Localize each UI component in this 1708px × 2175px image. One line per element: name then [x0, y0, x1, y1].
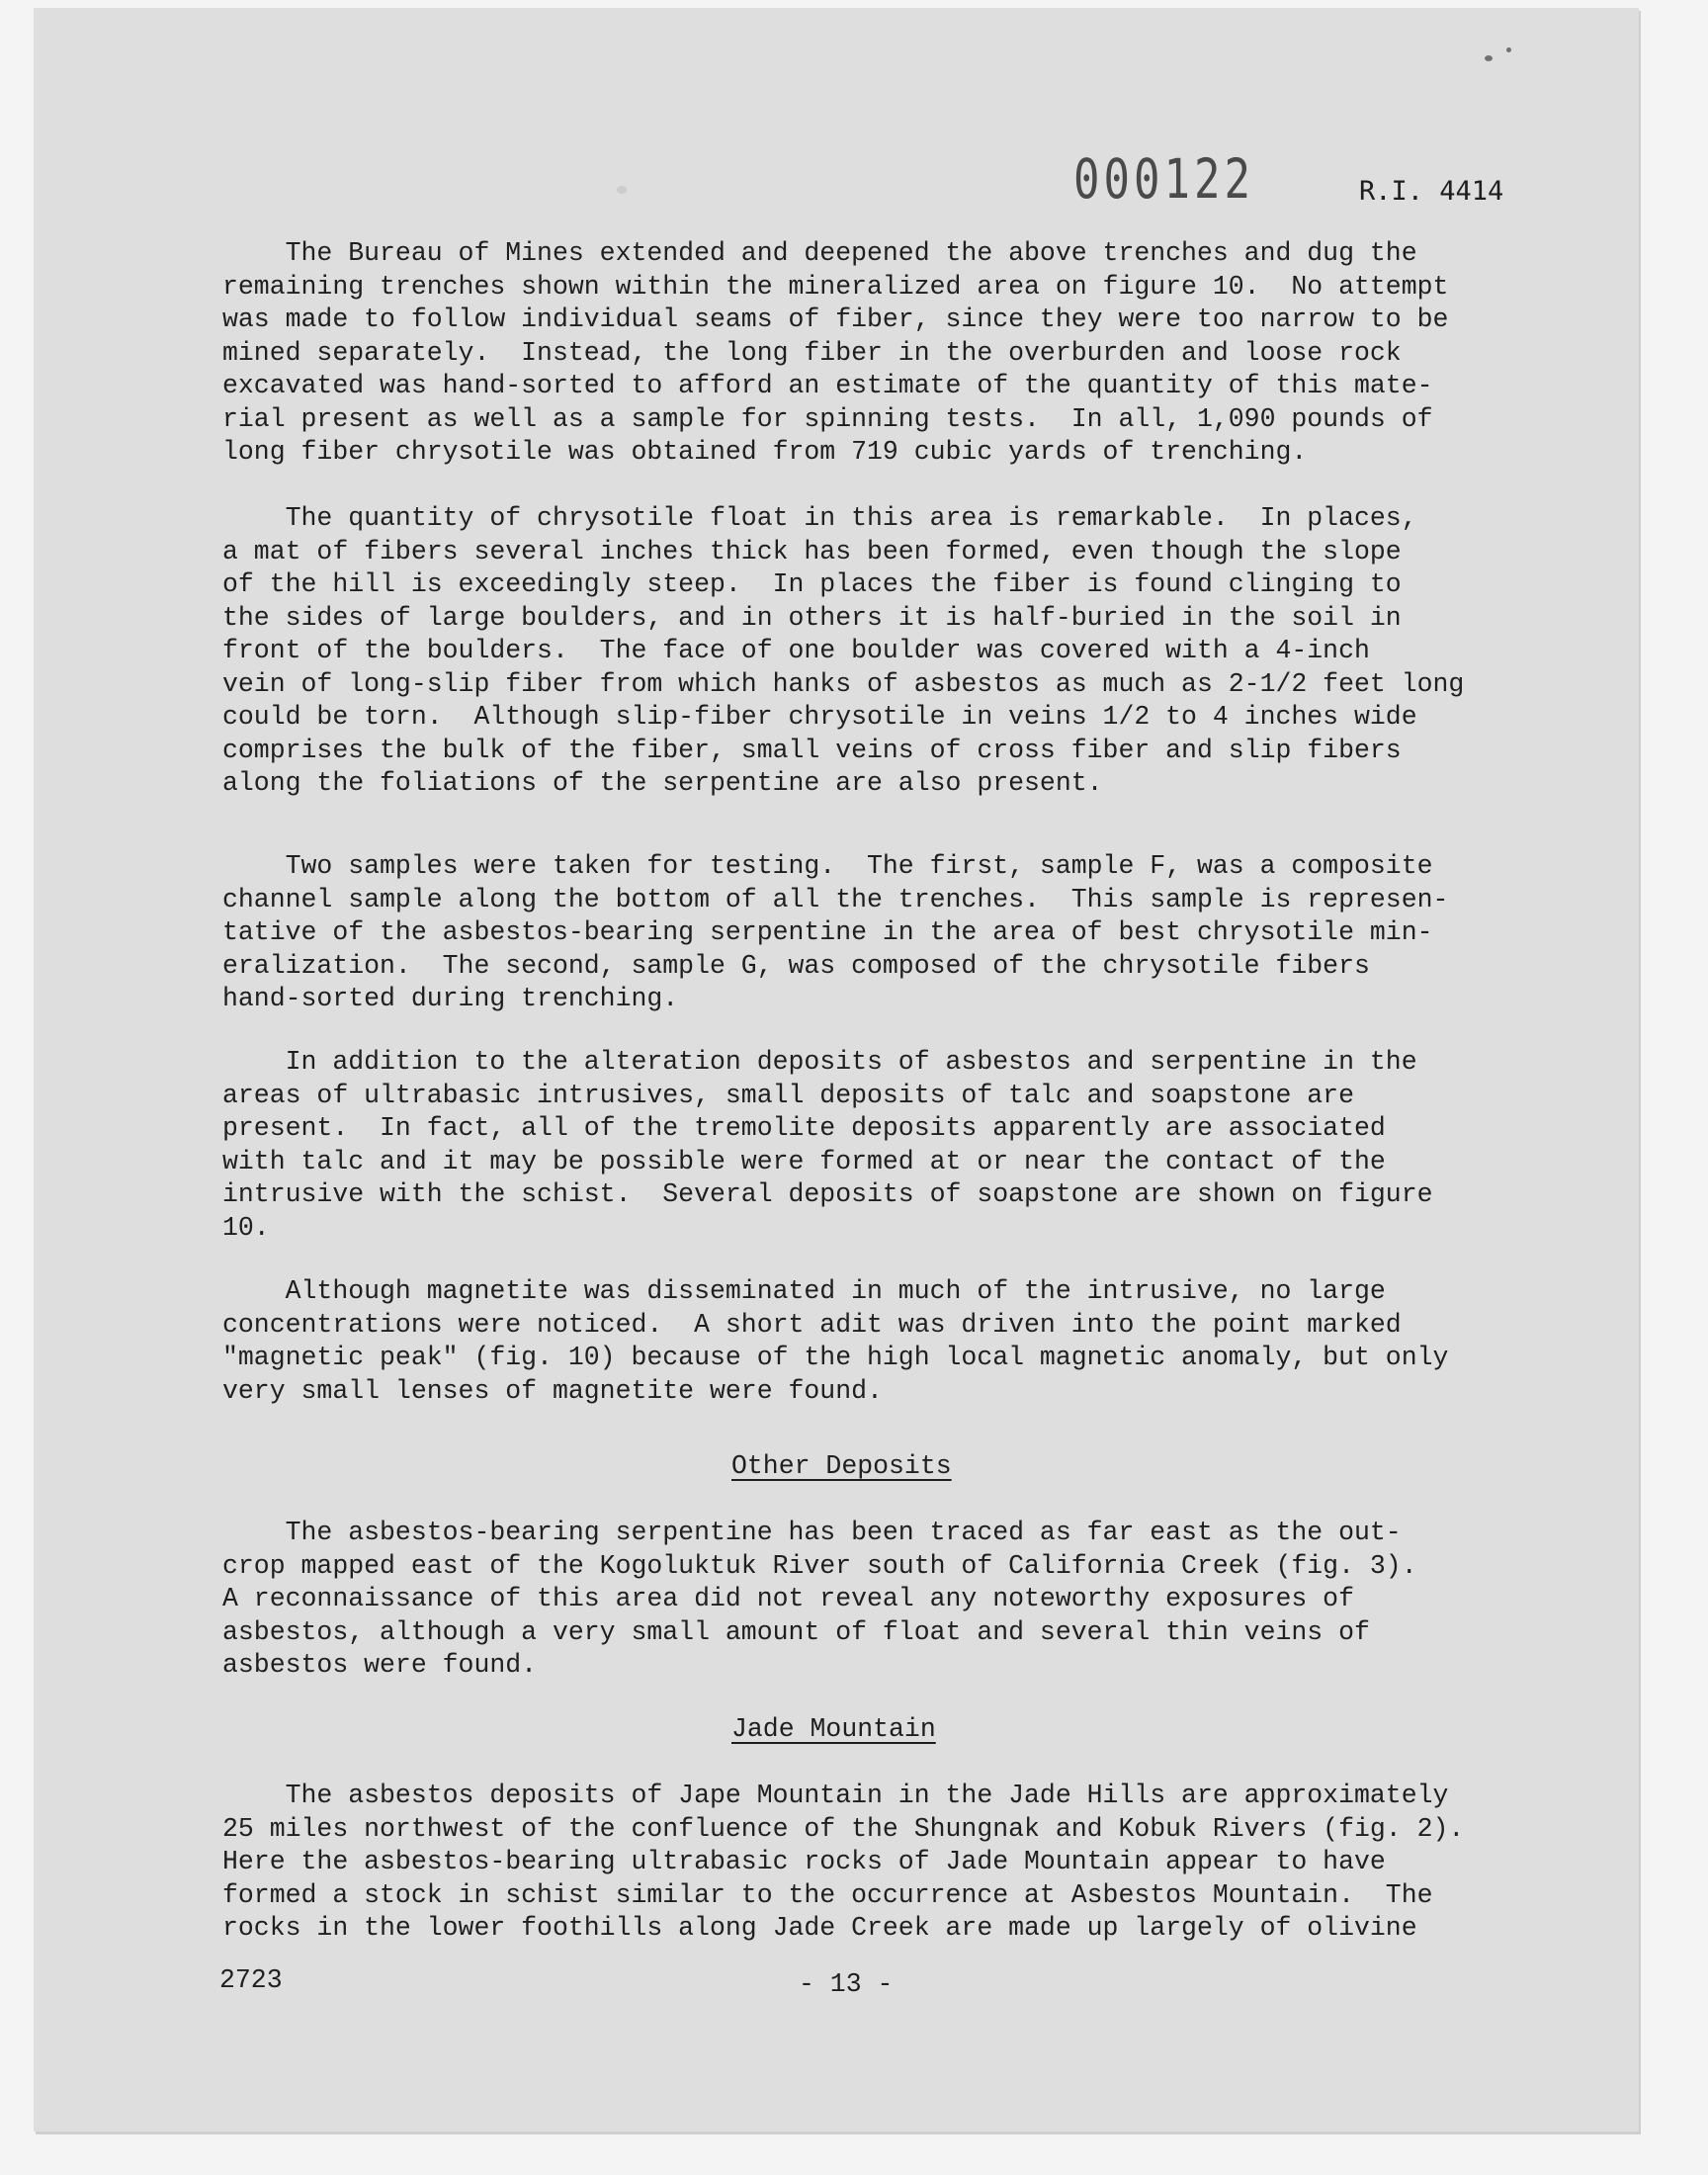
text-line: a mat of fibers several inches thick has been formed, even though the slope: [222, 536, 1402, 566]
paragraph-samples: [222, 850, 1537, 1016]
text-line: asbestos were found.: [222, 1650, 538, 1680]
text-line: hand-sorted during trenching.: [222, 984, 679, 1013]
text-line: The Bureau of Mines extended and deepened the above trenches and dug the: [222, 238, 1417, 268]
text-line: concentrations were noticed. A short adit was driven into the point marked: [222, 1309, 1402, 1340]
text-line: 25 miles northwest of the confluence of the Shungnak and Kobuk Rivers (fig. 2).: [222, 1813, 1465, 1844]
paragraph-chrysotile-float: [222, 502, 1537, 801]
text-line: Two samples were taken for testing. The first, sample F, was a composite: [222, 851, 1433, 881]
text-line: 10.: [222, 1212, 270, 1243]
page-number: - 13 -: [799, 1969, 894, 1999]
text-line: remaining trenches shown within the mineralized area on figure 10. No attempt: [222, 271, 1449, 302]
text-line: rocks in the lower foothills along Jade Creek are made up largely of olivine: [222, 1913, 1417, 1943]
text-line: was made to follow individual seams of fiber, since they were too narrow to be: [222, 304, 1449, 334]
text-line: of the hill is exceedingly steep. In places the fiber is found clinging to: [222, 569, 1402, 599]
text-line: The quantity of chrysotile float in this area is remarkable. In places,: [222, 503, 1417, 533]
text-line: The asbestos deposits of Jape Mountain in the Jade Hills are approximately: [222, 1781, 1449, 1810]
paragraph-trenching: [222, 237, 1537, 470]
text-line: front of the boulders. The face of one boulder was covered with a 4-inch: [222, 636, 1370, 665]
text-line: asbestos, although a very small amount of float and several thin veins of: [222, 1616, 1370, 1647]
text-line: channel sample along the bottom of all the trenches. This sample is represen-: [222, 884, 1449, 914]
text-line: very small lenses of magnetite were found.: [222, 1375, 883, 1406]
text-line: mined separately. Instead, the long fiber in the overburden and loose rock: [222, 337, 1402, 368]
text-line: Although magnetite was disseminated in much of the intrusive, no large: [222, 1276, 1386, 1306]
text-line: intrusive with the schist. Several deposits of soapstone are shown on figure: [222, 1179, 1433, 1209]
text-line: rial present as well as a sample for spinning tests. In all, 1,090 pounds of: [222, 403, 1433, 434]
document-stamp-number: 000122: [1073, 148, 1254, 212]
section-heading-jade-mountain: Jade Mountain: [731, 1714, 936, 1744]
text-line: the sides of large boulders, and in others it is half-buried in the soil in: [222, 602, 1402, 633]
text-line: excavated was hand-sorted to afford an estimate of the quantity of this mate-: [222, 371, 1433, 400]
section-heading-other-deposits: Other Deposits: [731, 1451, 952, 1481]
text-line: eralization. The second, sample G, was composed of the chrysotile fibers: [222, 950, 1370, 981]
text-line: In addition to the alteration deposits of asbestos and serpentine in the: [222, 1047, 1417, 1077]
paragraph-magnetite: [222, 1275, 1537, 1408]
text-line: Here the asbestos-bearing ultrabasic rocks of Jade Mountain appear to have: [222, 1847, 1386, 1876]
text-line: formed a stock in schist similar to the occurrence at Asbestos Mountain. The: [222, 1879, 1433, 1910]
text-line: crop mapped east of the Kogoluktuk River south of California Creek (fig. 3).: [222, 1550, 1417, 1581]
text-line: The asbestos-bearing serpentine has been traced as far east as the out-: [222, 1518, 1402, 1547]
scan-smudge: [1485, 55, 1493, 61]
text-line: long fiber chrysotile was obtained from 719 cubic yards of trenching.: [222, 437, 1308, 467]
text-line: with talc and it may be possible were formed at or near the contact of the: [222, 1146, 1386, 1176]
paragraph-jade-mountain: [222, 1780, 1537, 1946]
paragraph-talc-soapstone: [222, 1046, 1537, 1245]
text-line: could be torn. Although slip-fiber chrysotile in veins 1/2 to 4 inches wide: [222, 702, 1417, 732]
text-line: along the foliations of the serpentine are also present.: [222, 768, 1103, 798]
scan-smudge: [617, 186, 627, 194]
text-line: comprises the bulk of the fiber, small veins of cross fiber and slip fibers: [222, 735, 1402, 765]
scan-smudge: [1506, 47, 1511, 52]
text-line: present. In fact, all of the tremolite deposits apparently are associated: [222, 1113, 1386, 1143]
text-line: vein of long-slip fiber from which hanks of asbestos as much as 2-1/2 feet long: [222, 668, 1465, 699]
report-id: R.I. 4414: [1359, 176, 1504, 207]
text-line: areas of ultrabasic intrusives, small deposits of talc and soapstone are: [222, 1080, 1354, 1110]
text-line: "magnetic peak" (fig. 10) because of the high local magnetic anomaly, but only: [222, 1343, 1449, 1372]
paragraph-other-deposits: [222, 1517, 1537, 1683]
text-line: A reconnaissance of this area did not reveal any noteworthy exposures of: [222, 1584, 1354, 1613]
footer-code: 2723: [219, 1965, 283, 1995]
document-page: [34, 8, 1639, 2132]
text-line: tative of the asbestos-bearing serpentine in the area of best chrysotile min-: [222, 917, 1433, 947]
